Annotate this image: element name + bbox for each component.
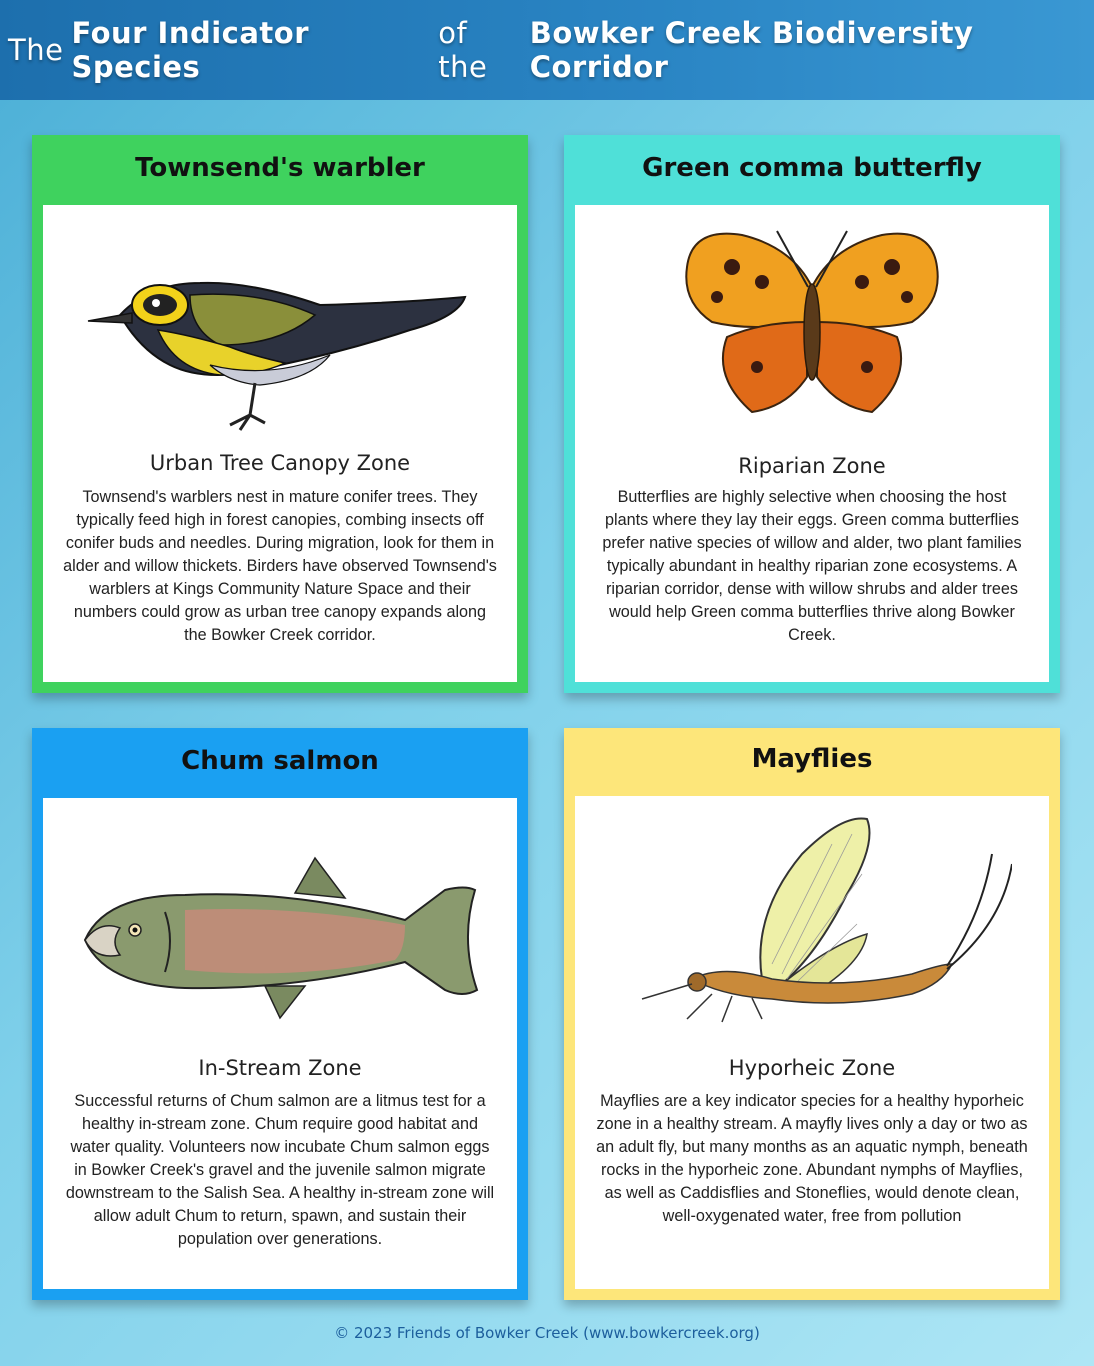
card-title: Chum salmon xyxy=(181,746,379,776)
mayfly-card xyxy=(564,728,1060,1300)
card-title: Mayflies xyxy=(751,744,873,774)
footer-credit: © 2023 Friends of Bowker Creek (www.bowkercreek.org) xyxy=(334,1324,760,1342)
salmon-illustration-icon xyxy=(43,850,517,1030)
zone-label: In-Stream Zone xyxy=(198,1056,362,1080)
card-body xyxy=(575,205,1049,682)
salmon-card xyxy=(32,728,528,1300)
header-text-4: Bowker Creek Biodiversity Corridor xyxy=(529,16,974,84)
card-body xyxy=(575,796,1049,1289)
card-body xyxy=(43,798,517,1289)
card-title: Green comma butterfly xyxy=(642,153,982,183)
warbler-illustration-icon xyxy=(43,235,517,435)
card-title: Townsend's warbler xyxy=(135,153,425,183)
card-description: Townsend's warblers nest in mature conifer trees. They typically feed high in forest canopies, combing insects off conifer buds and needles. During migration, look for them in alder and willow thickets. Birders have observed Townsend's warblers at Kings Community Nature Space and their numbers could grow as urban tree canopy expands along the Bowker Creek corridor. xyxy=(63,488,497,644)
card-description: Successful returns of Chum salmon are a litmus test for a healthy in-stream zone. Chum require good habitat and water quality. Volunteers now incubate Chum salmon eggs in Bowker Creek's gravel and the juvenile salmon migrate downstream to the Salish Sea. A healthy in-stream zone will allow adult Chum to return, spawn, and sustain their population over generations. xyxy=(65,1092,495,1248)
zone-label: Urban Tree Canopy Zone xyxy=(149,451,411,475)
page-header xyxy=(0,0,1094,100)
header-text-2: Four Indicator Species xyxy=(71,16,310,84)
butterfly-illustration-icon xyxy=(575,227,1049,427)
card-description: Butterflies are highly selective when choosing the host plants where they lay their eggs. Green comma butterflies prefer native species of willow and alder, two plant families typically abundant in healthy riparian zone ecosystems. A riparian corridor, dense with willow shrubs and alder trees would help Green comma butterflies thrive along Bowker Creek. xyxy=(602,488,1022,644)
mayfly-illustration-icon xyxy=(575,814,1049,1024)
card-description: Mayflies are a key indicator species for a healthy hyporheic zone in a healthy stream. A mayfly lives only a day or two as an adult fly, but many months as an aquatic nymph, beneath rocks in the hyporheic zone. Abundant nymphs of Mayflies, as well as Caddisflies and Stoneflies, would denote clean, well-oxygenated water, free from pollution xyxy=(596,1092,1028,1225)
card-body xyxy=(43,205,517,682)
warbler-card xyxy=(32,135,528,693)
header-text-1: The xyxy=(8,33,64,67)
header-text-3: of the xyxy=(438,16,488,84)
butterfly-card xyxy=(564,135,1060,693)
zone-label: Riparian Zone xyxy=(738,454,886,478)
zone-label: Hyporheic Zone xyxy=(728,1056,896,1080)
